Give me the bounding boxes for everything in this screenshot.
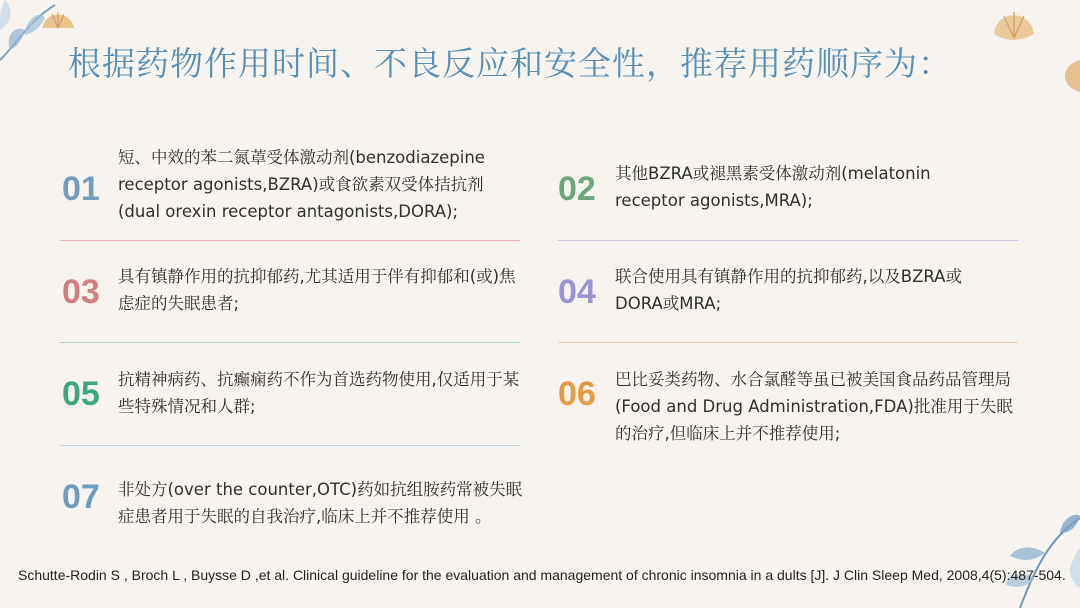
slide-title: 根据药物作用时间、不良反应和安全性，推荐用药顺序为： — [68, 44, 952, 83]
divider-03 — [60, 342, 520, 343]
item-text-02: 其他BZRA或褪黑素受体激动剂(melatonin receptor agonists,MRA); — [615, 164, 931, 210]
item-text-04: 联合使用具有镇静作用的抗抑郁药,以及BZRA或DORA或MRA; — [615, 267, 962, 313]
shell-decoration-top-right-icon — [990, 4, 1038, 44]
item-text-06: 巴比妥类药物、水合氯醛等虽已被美国食品药品管理局(Food and Drug Administration,FDA)批准用于失眠的治疗,但临床上并不推荐使用; — [615, 370, 1013, 443]
shell-decoration-right-icon — [1052, 58, 1080, 94]
reference-citation: Schutte-Rodin S , Broch L , Buysse D ,et al. Clinical guideline for the evaluation and management of chronic insomnia in a dults [J]. J Clin Sleep Med, 2008,4(5):487-504. — [18, 567, 1066, 583]
item-text-01: 短、中效的苯二氮䓬受体激动剂(benzodiazepine receptor agonists,BZRA)或食欲素双受体拮抗剂(dual orexin receptor antagonists,DORA); — [118, 148, 485, 221]
item-number-07: 07 — [62, 478, 100, 516]
item-number-01: 01 — [62, 170, 100, 208]
item-number-02: 02 — [558, 170, 596, 208]
item-number-06: 06 — [558, 375, 596, 413]
divider-01 — [60, 240, 520, 241]
item-text-03: 具有镇静作用的抗抑郁药,尤其适用于伴有抑郁和(或)焦虑症的失眠患者; — [118, 267, 516, 313]
item-number-05: 05 — [62, 375, 100, 413]
item-text-07: 非处方(over the counter,OTC)药如抗组胺药常被失眠症患者用于失眠的自我治疗,临床上并不推荐使用 。 — [118, 480, 523, 526]
divider-02 — [558, 240, 1018, 241]
shell-decoration-top-left-icon — [40, 6, 76, 32]
item-text-05: 抗精神病药、抗癫痫药不作为首选药物使用,仅适用于某些特殊情况和人群; — [118, 370, 520, 416]
divider-04 — [558, 342, 1018, 343]
item-number-03: 03 — [62, 273, 100, 311]
divider-05 — [60, 445, 520, 446]
leaf-decoration-bottom-right-icon — [990, 508, 1080, 608]
item-number-04: 04 — [558, 273, 596, 311]
